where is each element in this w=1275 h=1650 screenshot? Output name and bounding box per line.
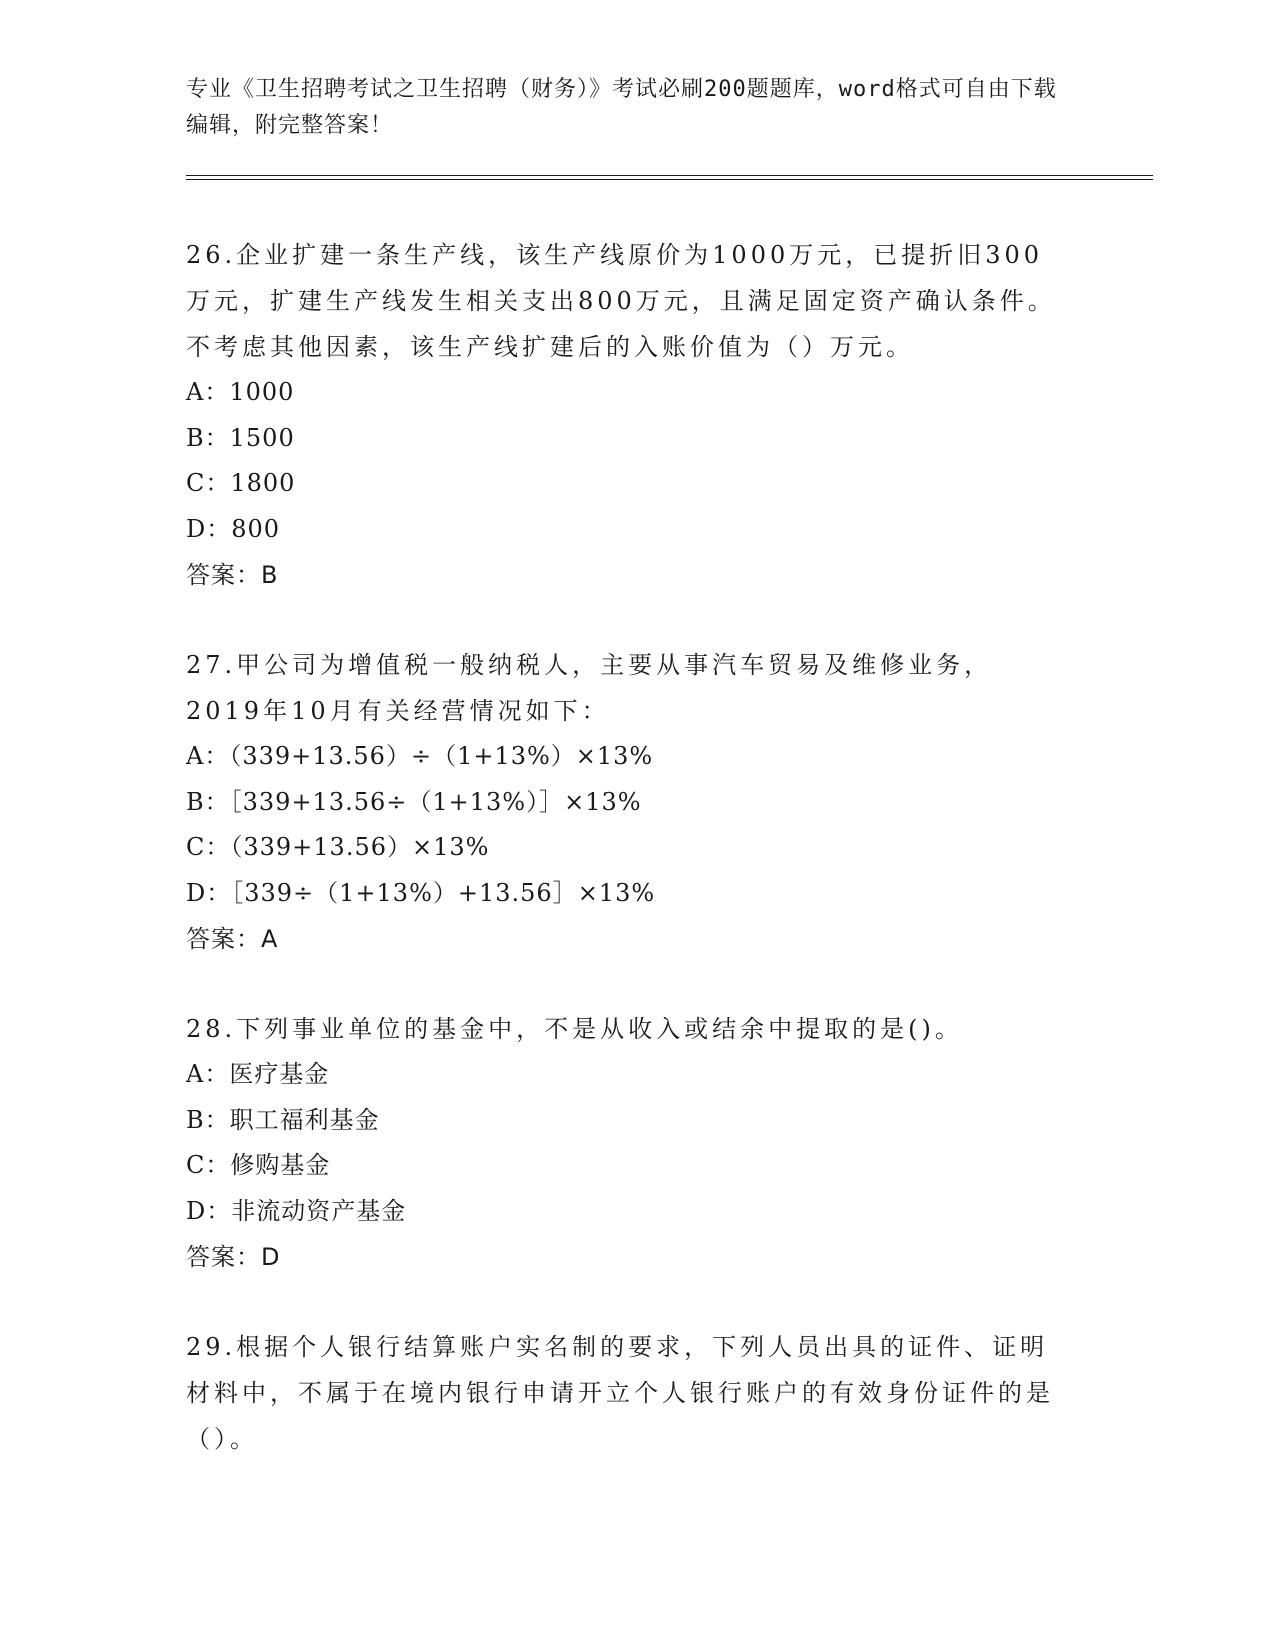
option-d: D：［339÷（1+13%）+13.56］×13% xyxy=(186,878,656,907)
question-29 xyxy=(186,1324,1066,1462)
answer-label: 答案：D xyxy=(186,1243,281,1271)
answer-label: 答案：A xyxy=(186,925,279,953)
header-divider xyxy=(186,175,1153,180)
option-c: C：（339+13.56）×13% xyxy=(186,833,490,861)
question-stem: 27.甲公司为增值税一般纳税人，主要从事汽车贸易及维修业务，2019年10月有关经营情况如下： xyxy=(186,651,993,725)
question-stem: 29.根据个人银行结算账户实名制的要求，下列人员出具的证件、证明材料中，不属于在境内银行申请开立个人银行账户的有效身份证件的是（）。 xyxy=(186,1333,1054,1453)
question-stem: 28.下列事业单位的基金中，不是从收入或结余中提取的是()。 xyxy=(186,1015,963,1043)
question-28 xyxy=(186,1006,1066,1280)
question-26 xyxy=(186,232,1066,598)
option-b: B：［339+13.56÷（1+13%）］×13% xyxy=(186,787,642,816)
page-header: 专业《卫生招聘考试之卫生招聘（财务）》考试必刷200题题库，word格式可自由下载编辑，附完整答案！ xyxy=(186,77,1057,138)
option-a: A：（339+13.56）÷（1+13%）×13% xyxy=(186,742,654,770)
question-stem: 26.企业扩建一条生产线，该生产线原价为1000万元，已提折旧300万元，扩建生产线发生相关支出800万元，且满足固定资产确认条件。不考虑其他因素，该生产线扩建后的入账价值为（）万元。 xyxy=(186,241,1056,361)
option-c: C：修购基金 xyxy=(186,1151,331,1179)
option-b: B：1500 xyxy=(186,423,295,452)
option-d: D：非流动资产基金 xyxy=(186,1196,407,1225)
option-a: A：医疗基金 xyxy=(186,1060,330,1088)
option-b: B：职工福利基金 xyxy=(186,1105,380,1134)
option-d: D：800 xyxy=(186,514,281,543)
option-c: C：1800 xyxy=(186,469,296,497)
answer-label: 答案：B xyxy=(186,561,279,589)
option-a: A：1000 xyxy=(186,378,295,406)
question-list xyxy=(186,232,1066,1506)
question-27 xyxy=(186,642,1066,962)
